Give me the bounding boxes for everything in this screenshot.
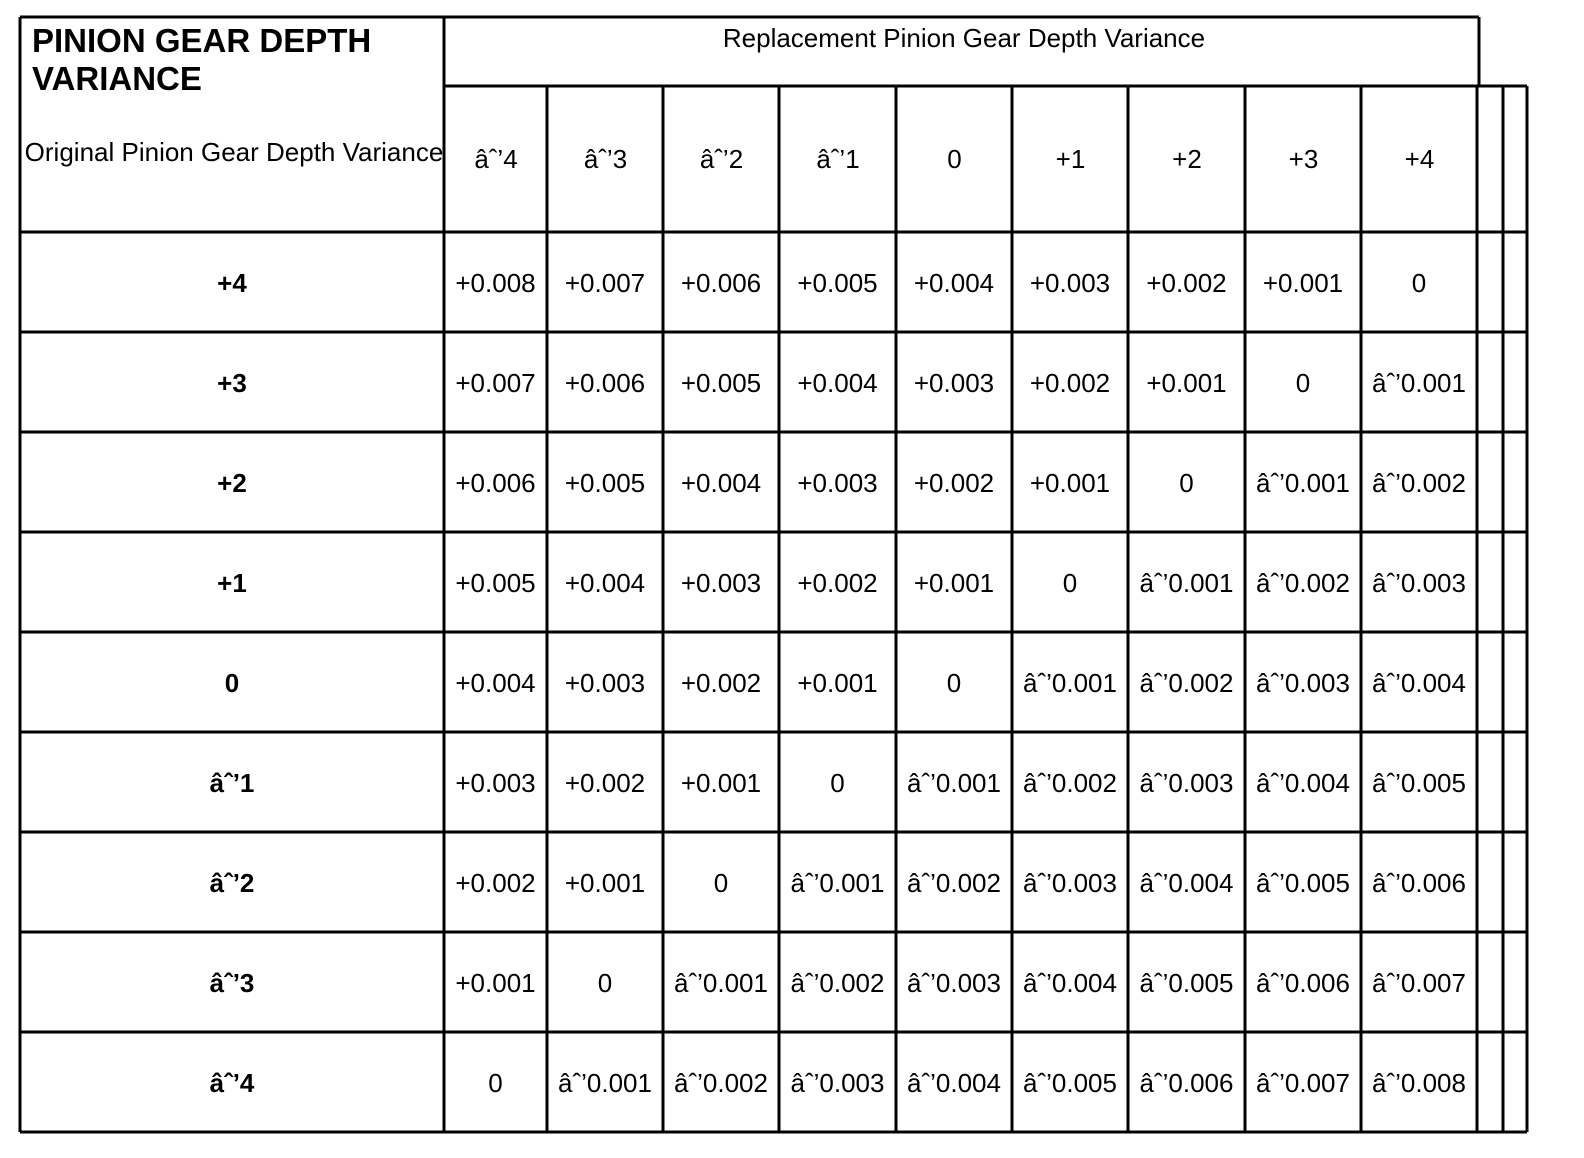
table-cell: +0.001 (1029, 467, 1111, 498)
table-cell: +0.005 (797, 267, 878, 298)
table-cell: âˆ’0.002 (1256, 567, 1350, 598)
table-cell: âˆ’0.004 (1023, 967, 1117, 998)
table-cell: +0.003 (455, 767, 536, 798)
row-label: âˆ’3 (209, 967, 255, 998)
row-header-label: Original Pinion Gear Depth Variance (24, 137, 444, 167)
table-cell: +0.003 (680, 567, 762, 598)
table-cell: +0.001 (1262, 267, 1344, 298)
row-label: âˆ’1 (209, 767, 255, 798)
table-cell: +0.002 (1146, 267, 1227, 298)
table-cell: âˆ’0.002 (1139, 667, 1234, 698)
table-cell: +0.001 (1146, 367, 1227, 398)
table-cell: âˆ’0.005 (1139, 967, 1234, 998)
table-cell: +0.007 (455, 367, 536, 398)
table-cell: +0.004 (913, 267, 995, 298)
row-label: +3 (217, 367, 247, 398)
table-cell: +0.002 (913, 467, 995, 498)
table-cell: 0 (946, 667, 962, 698)
table-cell: +0.001 (913, 567, 995, 598)
table-cell: 0 (597, 967, 613, 998)
column-header: âˆ’1 (816, 144, 860, 174)
table-cell: âˆ’0.006 (1256, 967, 1350, 998)
table-cell: âˆ’0.003 (907, 967, 1001, 998)
row-label: âˆ’2 (209, 867, 255, 898)
table-cell: +0.006 (455, 467, 536, 498)
table-cell: âˆ’0.002 (790, 967, 885, 998)
table-cell: âˆ’0.001 (790, 867, 885, 898)
row-label: +1 (217, 567, 247, 598)
table-cell: +0.002 (564, 767, 646, 798)
table-cell: +0.008 (455, 267, 536, 298)
table-cell: +0.001 (797, 667, 878, 698)
table-cell: +0.004 (680, 467, 762, 498)
table-cell: âˆ’0.006 (1372, 867, 1466, 898)
table-cell: âˆ’0.002 (907, 867, 1001, 898)
table-cell: +0.006 (564, 367, 646, 398)
table-cell: âˆ’0.008 (1372, 1067, 1466, 1098)
row-label: 0 (224, 667, 240, 698)
table-cell: +0.001 (680, 767, 762, 798)
column-header: +3 (1288, 144, 1319, 174)
column-group-header: Replacement Pinion Gear Depth Variance (722, 23, 1206, 53)
table-cell: +0.003 (913, 367, 995, 398)
table-cell: âˆ’0.003 (1139, 767, 1234, 798)
table-cell: âˆ’0.002 (1023, 767, 1117, 798)
table-cell: âˆ’0.001 (1139, 567, 1234, 598)
table-cell: 0 (1062, 567, 1078, 598)
table-cell: âˆ’0.004 (907, 1067, 1001, 1098)
table-cell: âˆ’0.003 (1023, 867, 1117, 898)
table-cell: +0.003 (564, 667, 646, 698)
table-cell: +0.005 (455, 567, 536, 598)
table-cell: +0.005 (564, 467, 646, 498)
column-header: âˆ’2 (699, 144, 744, 174)
table-cell: âˆ’0.001 (674, 967, 768, 998)
table-cell: +0.004 (455, 667, 536, 698)
table-cell: âˆ’0.002 (1372, 467, 1466, 498)
table-cell: +0.006 (680, 267, 762, 298)
table-cell: +0.001 (564, 867, 646, 898)
table-cell: +0.002 (455, 867, 536, 898)
table-cell: âˆ’0.005 (1023, 1067, 1117, 1098)
table-cell: +0.004 (564, 567, 646, 598)
table-cell: 0 (488, 1067, 503, 1098)
column-header: âˆ’3 (583, 144, 628, 174)
table-cell: âˆ’0.003 (1372, 567, 1466, 598)
column-header: +4 (1404, 144, 1435, 174)
table-cell: 0 (830, 767, 845, 798)
table-cell: 0 (713, 867, 729, 898)
table-cell: âˆ’0.001 (1256, 467, 1350, 498)
table-cell: âˆ’0.004 (1139, 867, 1234, 898)
table-cell: +0.004 (797, 367, 878, 398)
table-cell: âˆ’0.001 (1023, 667, 1117, 698)
row-label: +4 (217, 267, 247, 298)
table-cell: 0 (1179, 467, 1194, 498)
row-label: âˆ’4 (209, 1067, 255, 1098)
row-label: +2 (217, 467, 247, 498)
column-header: +2 (1172, 144, 1202, 174)
table-cell: âˆ’0.003 (790, 1067, 885, 1098)
table-cell: âˆ’0.001 (558, 1067, 652, 1098)
table-cell: âˆ’0.007 (1256, 1067, 1350, 1098)
table-cell: 0 (1295, 367, 1311, 398)
table-cell: âˆ’0.004 (1372, 667, 1466, 698)
table-cell: +0.002 (680, 667, 762, 698)
table-cell: 0 (1411, 267, 1427, 298)
table-cell: âˆ’0.005 (1372, 767, 1466, 798)
table-cell: âˆ’0.006 (1139, 1067, 1234, 1098)
table-cell: +0.002 (1029, 367, 1111, 398)
table-cell: +0.007 (564, 267, 646, 298)
table-cell: âˆ’0.003 (1256, 667, 1350, 698)
table-cell: +0.003 (1029, 267, 1111, 298)
table-cell: +0.005 (680, 367, 762, 398)
table-cell: +0.002 (797, 567, 878, 598)
table-cell: âˆ’0.001 (907, 767, 1001, 798)
table-cell: âˆ’0.004 (1256, 767, 1350, 798)
column-header: 0 (947, 144, 962, 174)
table-cell: +0.003 (797, 467, 878, 498)
table-cell: âˆ’0.002 (674, 1067, 768, 1098)
column-header: âˆ’4 (474, 144, 518, 174)
table-cell: +0.001 (455, 967, 536, 998)
column-header: +1 (1055, 144, 1086, 174)
table-cell: âˆ’0.007 (1372, 967, 1466, 998)
table-cell: âˆ’0.001 (1372, 367, 1466, 398)
table-title: PINION GEAR DEPTH VARIANCE (32, 22, 372, 97)
table-cell: âˆ’0.005 (1256, 867, 1350, 898)
